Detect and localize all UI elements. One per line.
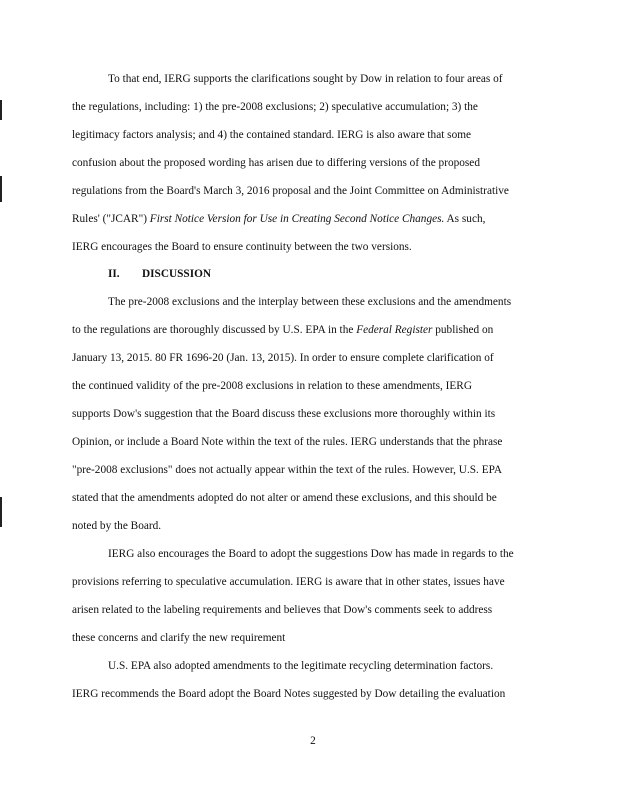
margin-mark	[0, 100, 2, 120]
text-line: IERG recommends the Board adopt the Board Notes suggested by Dow detailing the evaluation	[72, 688, 506, 700]
publication-title: Federal Register	[356, 324, 433, 336]
text-line: The pre-2008 exclusions and the interplay between these exclusions and the amendments	[108, 296, 512, 308]
page-number: 2	[310, 735, 316, 747]
text-line: the continued validity of the pre-2008 exclusions in relation to these amendments, IERG	[72, 380, 473, 392]
text-line: arisen related to the labeling requirements and believes that Dow's comments seek to address	[72, 604, 493, 616]
text-line: provisions referring to speculative accumulation. IERG is aware that in other states, issues have	[72, 576, 505, 588]
text-span: published on	[432, 324, 494, 336]
text-line: IERG also encourages the Board to adopt the suggestions Dow has made in regards to the	[108, 548, 514, 560]
text-line: IERG encourages the Board to ensure continuity between the two versions.	[72, 241, 412, 253]
text-line: regulations from the Board's March 3, 2016 proposal and the Joint Committee on Administrative	[72, 185, 509, 197]
document-title: First Notice Version for Use in Creating Second Notice Changes.	[149, 213, 445, 225]
text-line: confusion about the proposed wording has arisen due to differing versions of the proposed	[72, 157, 480, 169]
section-heading	[108, 267, 552, 281]
text-line: these concerns and clarify the new requirement	[72, 632, 286, 644]
text-line: January 13, 2015. 80 FR 1696-20 (Jan. 13, 2015). In order to ensure complete clarification of	[72, 352, 494, 364]
text-line	[72, 212, 552, 226]
text-line: "pre-2008 exclusions" does not actually appear within the text of the rules. However, U.S. EPA	[72, 464, 503, 476]
margin-mark	[0, 176, 2, 202]
text-line: U.S. EPA also adopted amendments to the legitimate recycling determination factors.	[108, 660, 494, 672]
text-span: As such,	[444, 213, 486, 225]
text-line: To that end, IERG supports the clarifications sought by Dow in relation to four areas of	[108, 73, 503, 85]
text-line	[72, 323, 552, 337]
text-line: stated that the amendments adopted do not alter or amend these exclusions, and this should be	[72, 492, 497, 504]
text-line: noted by the Board.	[72, 520, 162, 532]
text-line: the regulations, including: 1) the pre-2008 exclusions; 2) speculative accumulation; 3) the	[72, 101, 478, 113]
section-number: II.	[108, 268, 120, 280]
text-line: legitimacy factors analysis; and 4) the contained standard. IERG is also aware that some	[72, 129, 472, 141]
text-span: to the regulations are thoroughly discussed by U.S. EPA in the	[72, 324, 357, 336]
text-line: supports Dow's suggestion that the Board discuss these exclusions more thoroughly within its	[72, 408, 496, 420]
text-span: Rules' ("JCAR")	[72, 213, 150, 225]
section-title: DISCUSSION	[142, 268, 212, 280]
margin-mark	[0, 497, 2, 527]
text-line: Opinion, or include a Board Note within the text of the rules. IERG understands that the phrase	[72, 436, 503, 448]
